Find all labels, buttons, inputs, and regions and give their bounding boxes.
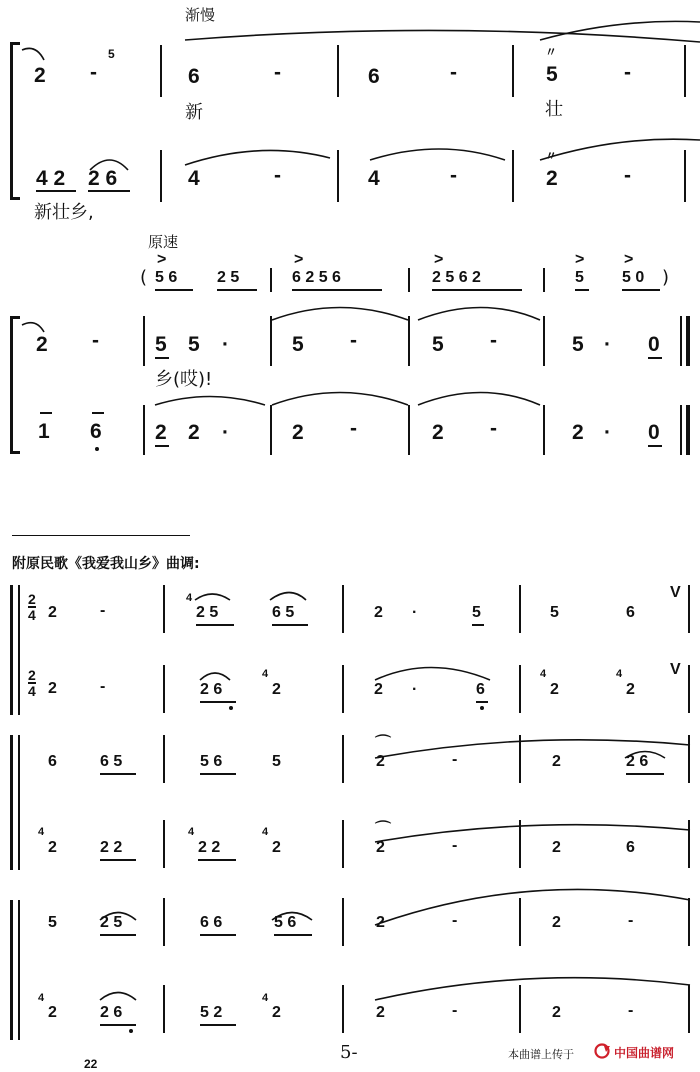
note: 2 bbox=[188, 421, 200, 444]
underline bbox=[88, 190, 130, 192]
note: 2 bbox=[48, 1004, 57, 1021]
note: 2 bbox=[272, 681, 281, 698]
dash: - bbox=[628, 1002, 634, 1019]
barline bbox=[519, 735, 521, 783]
note: 2 bbox=[546, 167, 558, 190]
underline bbox=[200, 773, 236, 775]
underline bbox=[200, 1024, 236, 1026]
system-bracket-inner bbox=[18, 585, 20, 715]
overline bbox=[40, 412, 52, 414]
dash: - bbox=[452, 751, 458, 768]
grace-note: 4 bbox=[186, 592, 193, 604]
trill-mark: 〃 bbox=[545, 149, 558, 163]
final-barline-thick bbox=[686, 316, 690, 366]
note: 2 bbox=[374, 604, 383, 621]
dash: - bbox=[100, 602, 106, 619]
note: 4 bbox=[368, 167, 380, 190]
note-group: 4 2 bbox=[36, 167, 66, 190]
dash: - bbox=[624, 164, 631, 187]
note: 2 bbox=[626, 681, 635, 698]
paren-open: ( bbox=[140, 267, 148, 288]
fermata-icon: ⌒ bbox=[375, 821, 392, 838]
corner-digits: 22 bbox=[84, 1057, 98, 1071]
underline bbox=[648, 445, 662, 447]
note: 5 bbox=[155, 333, 167, 356]
underline bbox=[648, 357, 662, 359]
note-group: 5 6 bbox=[200, 753, 223, 770]
note-group: 5 6 bbox=[155, 269, 178, 286]
note: 2 bbox=[34, 64, 46, 87]
dot: · bbox=[222, 333, 229, 356]
dash: - bbox=[100, 678, 106, 695]
trill-mark: 〃 bbox=[545, 45, 558, 59]
note: 2 bbox=[48, 680, 57, 697]
rest: 0 bbox=[648, 333, 660, 356]
note: 5 bbox=[272, 753, 281, 770]
barline bbox=[163, 985, 165, 1033]
underline bbox=[274, 934, 312, 936]
barline bbox=[543, 405, 545, 455]
note-group: 5 0 bbox=[622, 269, 645, 286]
note: 2 bbox=[155, 421, 167, 444]
accent-mark: > bbox=[575, 251, 585, 268]
underline bbox=[155, 289, 193, 291]
barline bbox=[688, 665, 690, 713]
note: 2 bbox=[272, 1004, 281, 1021]
dash: - bbox=[274, 164, 281, 187]
lyric: 乡(哎)! bbox=[155, 369, 213, 390]
note: 2 bbox=[552, 914, 561, 931]
note-group: 6 5 bbox=[272, 604, 295, 621]
underline bbox=[575, 289, 589, 291]
final-barline-thin bbox=[680, 405, 682, 455]
note-group: 2 5 bbox=[217, 269, 240, 286]
system-bracket bbox=[10, 900, 13, 1040]
barline bbox=[512, 45, 514, 97]
dot: · bbox=[412, 604, 418, 621]
dot: · bbox=[412, 681, 418, 698]
grace-note: 4 bbox=[616, 668, 623, 680]
barline bbox=[342, 665, 344, 713]
barline bbox=[408, 316, 410, 366]
note: 2 bbox=[376, 753, 385, 770]
accent-mark: > bbox=[157, 251, 167, 268]
note: 2 bbox=[376, 914, 385, 931]
note: 2 bbox=[292, 421, 304, 444]
note-group: 2 6 bbox=[200, 681, 223, 698]
time-signature: $\frac{2}{4}$ bbox=[28, 591, 36, 623]
note: 2 bbox=[572, 421, 584, 444]
underline bbox=[100, 934, 136, 936]
underline bbox=[198, 859, 236, 861]
note-group: 2 2 bbox=[100, 839, 123, 856]
dash: - bbox=[274, 61, 281, 84]
barline bbox=[408, 268, 410, 292]
note: 6 bbox=[188, 65, 200, 88]
dash: - bbox=[350, 417, 357, 440]
note: 5 bbox=[48, 914, 57, 931]
dash: - bbox=[90, 61, 97, 84]
barline bbox=[688, 985, 690, 1033]
barline bbox=[342, 585, 344, 633]
paren-close: ) bbox=[662, 267, 670, 288]
barline bbox=[163, 585, 165, 633]
underline bbox=[292, 289, 382, 291]
overline bbox=[92, 412, 104, 414]
dash: - bbox=[624, 61, 631, 84]
underline bbox=[155, 357, 169, 359]
note: 2 bbox=[48, 839, 57, 856]
underline bbox=[272, 624, 308, 626]
underline bbox=[36, 190, 76, 192]
underline bbox=[200, 934, 236, 936]
barline bbox=[543, 268, 545, 292]
note-group: 2 6 bbox=[100, 1004, 123, 1021]
final-barline-thin bbox=[680, 316, 682, 366]
breath-mark: V bbox=[670, 661, 681, 678]
note-group: 6 2 5 6 bbox=[292, 269, 341, 286]
time-signature: $\frac{2}{4}$ bbox=[28, 667, 36, 699]
dot: · bbox=[604, 421, 611, 444]
underline bbox=[100, 773, 136, 775]
grace-note: 4 bbox=[38, 826, 45, 838]
barline bbox=[519, 985, 521, 1033]
note-group: 6 6 bbox=[200, 914, 223, 931]
barline bbox=[342, 985, 344, 1033]
note-group: 6 5 bbox=[100, 753, 123, 770]
grace-note: 4 bbox=[540, 668, 547, 680]
grace-note: 4 bbox=[38, 992, 45, 1004]
note: 6 bbox=[48, 753, 57, 770]
tempo-marking-a-tempo: 原速 bbox=[148, 233, 179, 251]
bracket-cap-bottom bbox=[10, 451, 20, 454]
barline bbox=[512, 150, 514, 202]
barline bbox=[408, 405, 410, 455]
tempo-marking-rit: 渐慢 bbox=[185, 6, 216, 24]
note: 5 bbox=[188, 333, 200, 356]
note: 2 bbox=[376, 1004, 385, 1021]
underline bbox=[626, 773, 664, 775]
dash: - bbox=[450, 61, 457, 84]
dash: - bbox=[452, 912, 458, 929]
barline bbox=[688, 585, 690, 633]
note-group: 2 2 bbox=[198, 839, 221, 856]
note: 2 bbox=[552, 839, 561, 856]
barline bbox=[270, 405, 272, 455]
barline bbox=[160, 150, 162, 202]
note: 5 bbox=[546, 63, 558, 86]
system-bracket bbox=[10, 42, 13, 200]
note: 2 bbox=[48, 604, 57, 621]
note: 5 bbox=[572, 333, 584, 356]
grace-note: 4 bbox=[262, 668, 269, 680]
low-octave-dot bbox=[129, 1029, 133, 1033]
barline bbox=[270, 316, 272, 366]
dash: - bbox=[452, 837, 458, 854]
note-group: 2 5 bbox=[196, 604, 219, 621]
barline bbox=[163, 735, 165, 783]
note: 2 bbox=[36, 333, 48, 356]
low-octave-dot bbox=[95, 447, 99, 451]
barline bbox=[684, 45, 686, 97]
underline bbox=[200, 701, 236, 703]
note: 4 bbox=[188, 167, 200, 190]
underline bbox=[476, 701, 488, 703]
barline bbox=[519, 820, 521, 868]
note: 6 bbox=[626, 604, 635, 621]
dash: - bbox=[452, 1002, 458, 1019]
note: 2 bbox=[552, 753, 561, 770]
note: 1 bbox=[38, 420, 50, 443]
dash: - bbox=[490, 417, 497, 440]
appendix-heading: 附原民歌《我爱我山乡》曲调: bbox=[12, 556, 200, 572]
note: 2 bbox=[272, 839, 281, 856]
fermata-icon: ⌒ bbox=[375, 735, 392, 752]
note-group: 2 5 6 2 bbox=[432, 269, 481, 286]
bracket-cap-top bbox=[10, 316, 20, 319]
barline bbox=[519, 585, 521, 633]
lyric: 壮 bbox=[545, 99, 563, 120]
dot: · bbox=[604, 333, 611, 356]
grace-note: 4 bbox=[262, 992, 269, 1004]
dash: - bbox=[92, 329, 99, 352]
system-bracket-inner bbox=[18, 900, 20, 1040]
barline bbox=[688, 735, 690, 783]
accent-mark: > bbox=[624, 251, 634, 268]
system-bracket-inner bbox=[18, 735, 20, 870]
note: 5 bbox=[292, 333, 304, 356]
note: 6 bbox=[476, 681, 485, 698]
barline bbox=[519, 665, 521, 713]
barline bbox=[163, 665, 165, 713]
grace-note: 4 bbox=[262, 826, 269, 838]
breath-mark: V bbox=[670, 584, 681, 601]
note: 2 bbox=[550, 681, 559, 698]
upload-note: 本曲谱上传于 bbox=[508, 1048, 574, 1061]
system-bracket bbox=[10, 585, 13, 715]
dash: - bbox=[628, 912, 634, 929]
note-group: 2 5 bbox=[100, 914, 123, 931]
page-number: 5- bbox=[340, 1042, 358, 1063]
underline bbox=[217, 289, 257, 291]
final-barline-thick bbox=[686, 405, 690, 455]
low-octave-dot bbox=[229, 706, 233, 710]
bracket-cap-top bbox=[10, 42, 20, 45]
lyric: 新 bbox=[185, 102, 203, 123]
underline bbox=[472, 624, 484, 626]
barline bbox=[270, 268, 272, 292]
dot: · bbox=[222, 421, 229, 444]
barline bbox=[163, 898, 165, 946]
barline bbox=[342, 735, 344, 783]
barline bbox=[543, 316, 545, 366]
underline bbox=[196, 624, 234, 626]
note: 6 bbox=[368, 65, 380, 88]
barline bbox=[342, 898, 344, 946]
underline bbox=[155, 445, 169, 447]
barline bbox=[160, 45, 162, 97]
lyric: 新壮乡, bbox=[34, 202, 94, 223]
barline bbox=[337, 45, 339, 97]
note: 5 bbox=[472, 604, 481, 621]
barline bbox=[688, 898, 690, 946]
note: 5 bbox=[575, 269, 584, 286]
barline bbox=[684, 150, 686, 202]
section-divider bbox=[12, 535, 190, 536]
note: 2 bbox=[432, 421, 444, 444]
barline bbox=[688, 820, 690, 868]
underline bbox=[100, 1024, 136, 1026]
site-logo-icon bbox=[594, 1043, 612, 1059]
note-group: 5 6 bbox=[274, 914, 297, 931]
note: 2 bbox=[552, 1004, 561, 1021]
accent-mark: > bbox=[294, 251, 304, 268]
note: 6 bbox=[90, 420, 102, 443]
note-group: 5 2 bbox=[200, 1004, 223, 1021]
accent-mark: > bbox=[434, 251, 444, 268]
note: 5 bbox=[432, 333, 444, 356]
barline bbox=[143, 316, 145, 366]
system-bracket bbox=[10, 316, 13, 454]
dash: - bbox=[490, 329, 497, 352]
system-bracket bbox=[10, 735, 13, 870]
note: 6 bbox=[626, 839, 635, 856]
note: 2 bbox=[376, 839, 385, 856]
bracket-cap-bottom bbox=[10, 197, 20, 200]
low-octave-dot bbox=[480, 706, 484, 710]
grace-note: 4 bbox=[188, 826, 195, 838]
barline bbox=[143, 405, 145, 455]
underline bbox=[622, 289, 660, 291]
note-group: 2 6 bbox=[626, 753, 649, 770]
note: 2 bbox=[374, 681, 383, 698]
underline bbox=[432, 289, 522, 291]
grace-note: 5 bbox=[108, 47, 115, 61]
underline bbox=[100, 859, 136, 861]
dash: - bbox=[350, 329, 357, 352]
barline bbox=[519, 898, 521, 946]
barline bbox=[337, 150, 339, 202]
dash: - bbox=[450, 164, 457, 187]
note: 5 bbox=[550, 604, 559, 621]
barline bbox=[163, 820, 165, 868]
rest: 0 bbox=[648, 421, 660, 444]
site-name[interactable]: 中国曲谱网 bbox=[614, 1046, 675, 1060]
note-group: 2 6 bbox=[88, 167, 118, 190]
barline bbox=[342, 820, 344, 868]
